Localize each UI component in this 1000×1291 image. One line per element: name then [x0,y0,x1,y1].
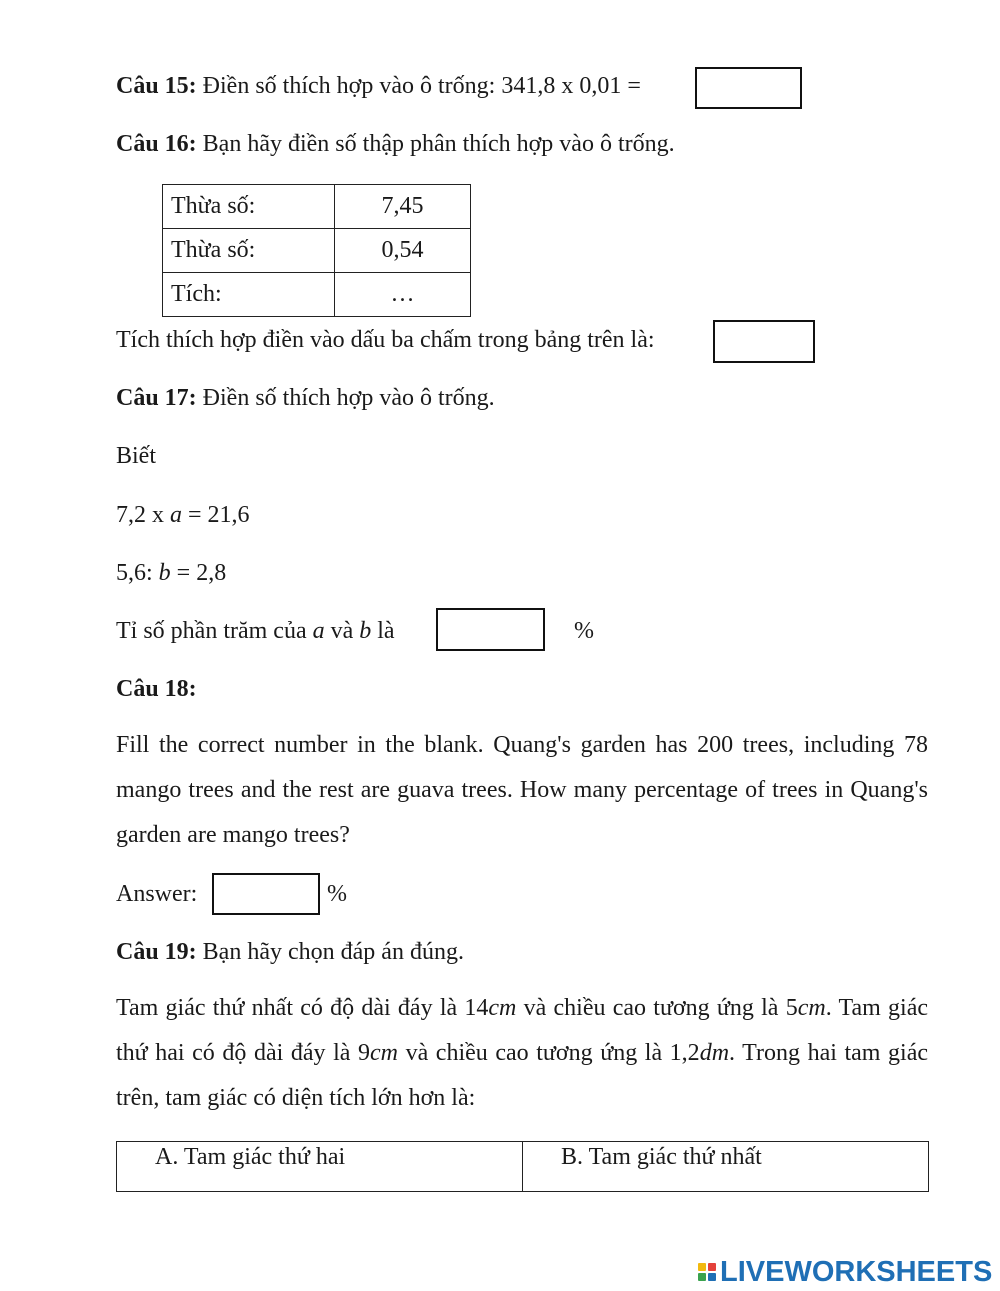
table-row [117,1142,929,1192]
q17-equation-1 [116,500,250,530]
q18-answer-input[interactable] [212,873,320,915]
q17-percent-sign: % [574,618,594,644]
ratio-and: và [324,618,360,644]
q19-p1: Tam giác thứ nhất có độ dài đáy là 14 [116,995,489,1021]
q16-table [162,184,471,317]
q17-text: Điền số thích hợp vào ô trống. [196,385,495,411]
q19-unit-3: cm [370,1040,398,1066]
q17-answer-input[interactable] [436,608,545,651]
q17-label: Câu 17: [116,385,197,411]
liveworksheets-logo-icon [698,1263,716,1281]
table-cell-value: … [335,273,471,317]
q16-label: Câu 16: [116,131,197,157]
q15-line [116,71,641,101]
eq1-right: = 21,6 [182,502,250,528]
q17-known: Biết [116,443,156,469]
ratio-var-a: a [312,618,325,644]
liveworksheets-logo [698,1255,992,1289]
logo-text: LIVEWORKSHEETS [720,1255,993,1288]
q19-p5: . Trong hai tam giác trên, tam giác có diện tích lớn hơn là: [116,1040,929,1111]
eq2-var: b [158,560,171,586]
q16-answer-prompt: Tích thích hợp điền vào dấu ba chấm trong bảng trên là: [116,327,655,353]
q19-text: Bạn hãy chọn đáp án đúng. [196,939,464,965]
table-row [163,185,471,229]
q17-equation-2 [116,558,226,588]
eq2-right: = 2,8 [170,560,227,586]
q18-question-text: Fill the correct number in the blank. Quang's garden has 200 trees, including 78 mango trees and the rest are guava trees. How many percentage of trees in Quang's garden are mango trees? [116,732,928,848]
q15-text: Điền số thích hợp vào ô trống: 341,8 x 0,01 = [196,73,641,99]
q19-p2: và chiều cao tương ứng là 5 [516,995,798,1021]
option-a[interactable]: A. Tam giác thứ hai [117,1142,523,1192]
q19-unit-4: dm [699,1040,730,1066]
q19-label: Câu 19: [116,939,197,965]
q19-unit-2: cm [797,995,826,1021]
table-cell-name: Thừa số: [163,229,335,273]
q18-line [116,674,197,704]
q16-line [116,129,675,159]
ratio-is: là [371,618,395,644]
q19-line [116,937,464,967]
eq1-var: a [170,502,182,528]
ratio-text-a: Tỉ số phần trăm của [116,618,313,644]
q19-problem-text [116,986,928,1121]
table-cell-name: Tích: [163,273,335,317]
q17-line [116,383,495,413]
table-row [163,273,471,317]
table-cell-value: 0,54 [335,229,471,273]
eq2-left: 5,6: [116,560,159,586]
q15-answer-input[interactable] [695,67,802,109]
ratio-var-b: b [359,618,372,644]
q19-p3: . Tam giác thứ hai có độ dài đáy là 9 [116,995,929,1066]
q19-unit-1: cm [488,995,517,1021]
q18-percent-sign: % [327,881,347,907]
q18-label: Câu 18: [116,676,197,702]
q19-p4: và chiều cao tương ứng là 1,2 [398,1040,700,1066]
q18-answer-label: Answer: [116,881,198,907]
q15-label: Câu 15: [116,73,197,99]
q17-ratio-line [116,616,395,646]
eq1-left: 7,2 x [116,502,170,528]
q16-text: Bạn hãy điền số thập phân thích hợp vào ô trống. [196,131,675,157]
q19-options-table [116,1141,929,1192]
table-cell-name: Thừa số: [163,185,335,229]
table-cell-value: 7,45 [335,185,471,229]
option-b[interactable]: B. Tam giác thứ nhất [523,1142,929,1192]
table-row [163,229,471,273]
q16-answer-input[interactable] [713,320,815,363]
